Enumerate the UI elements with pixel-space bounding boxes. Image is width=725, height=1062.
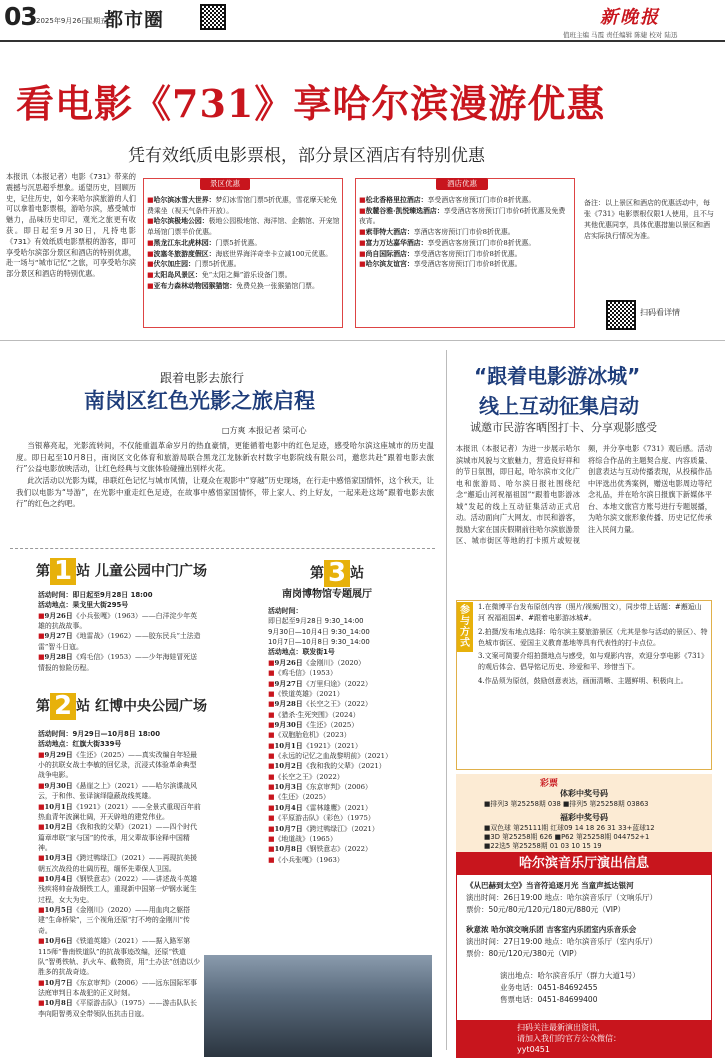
column-divider [446,350,447,1050]
bullet-icon: ■ [38,611,45,620]
bullet-icon: ■ [38,875,45,884]
article1-kicker: 跟着电影去旅行 [160,371,245,385]
qr-label: 扫码看详情 [640,308,680,317]
film-desc: 《万里归途》（2022） [302,679,372,688]
film-date: 9月30日 [274,720,303,729]
film-desc: 《金刚川》（2020） [302,658,366,667]
film-date: 10月1日 [274,741,303,750]
film-entry [268,813,434,823]
bullet-icon: ■ [147,196,154,204]
editors-line: 值班主编 马霞 责任编辑 陈婕 校对 陆迅 [563,31,678,39]
film-date: 9月26日 [44,611,73,620]
issue-date: 2025年9月26日 [36,17,89,25]
stop2-films [38,750,202,1019]
stop3-number: 3 [324,560,350,587]
hotels-item [359,238,571,249]
film-entry [268,689,434,699]
bullet-icon: ■ [38,937,45,946]
film-desc: 《长空之王》（2022） [274,772,344,781]
film-entry [38,652,202,673]
scenic-item-name: 哈尔滨冰雪大世界： [153,196,216,204]
participation-items [478,602,708,687]
stop2-time: 活动时间：9月29日—10月8日 18:00 [38,730,161,738]
film-desc: 《生还》（2025）——真实改编自年轻最小的抗联女战士李敏的回忆录，沉浸式体验革命典型战争电影。 [38,750,198,780]
bullet-icon: ■ [359,260,366,269]
concert-details [466,880,708,1006]
bullet-icon: ■ [268,731,275,740]
concert-venue: 演出地点：哈尔滨音乐厅（群力大道1号） [500,971,640,980]
article1-paragraph: 此次活动以光影为媒，串联红色记忆与城市风情，让观众在观影中“穿越”历史现场，在行走中感悟家国情怀，这个秋天，让我们以电影为“导游”，在光影中重走红色足迹，在故事中感悟家国情怀，带上家人、约上好友，一起来赴这场“跟着电影去旅行”的红色之约吧。 [16,475,434,509]
bullet-icon: ■ [268,720,275,729]
concert-phone2: 售票电话：0451-84699400 [500,995,598,1004]
film-entry [38,822,202,853]
bullet-icon: ■ [268,710,275,719]
film-desc: 《钢铁意志》（2022）——讲述战斗英雄残疾将帅奋战钢铁工人，重现新中国第一炉钢水诞生过程，女大为史。 [38,875,198,904]
bullet-icon: ■ [38,653,45,662]
film-desc: 《小兵张嘎》（1963） [274,855,344,864]
film-date: 9月27日 [44,632,73,641]
film-desc: 《雷林雄鹰》（2021） [302,803,372,812]
film-entry [268,792,434,802]
scenic-item-name: 太阳岛风景区： [153,270,202,279]
hotels-item-desc: 享受酒店客房预订门市价8折优惠。 [413,249,522,258]
film-desc: 《鸡毛信》（1953）——少年海娃冒死送情报的惊险历程。 [38,653,198,672]
film-date: 10月5日 [44,906,73,915]
bullet-icon: ■ [268,689,275,698]
stop1-films [38,611,202,673]
scenic-item-name: 黑龙江东北虎林园： [153,238,216,247]
article1-title: 南岗区红色光影之旅启程 [84,389,315,413]
film-desc: 《东京审判》（2006）——远东国际军事法庭审判日本战犯的正义时刻。 [38,978,198,997]
film-desc: 《1921》（2021） [302,741,362,750]
bullet-icon: ■ [38,906,45,915]
film-entry [38,998,202,1019]
film-entry [38,781,202,802]
bullet-icon: ■ [38,823,45,832]
film-entry [268,699,434,709]
movie-still-image [204,955,432,1057]
hotels-item-desc: 享受酒店客房预订门市价6折优惠及免费夜宵。 [359,206,566,226]
film-date: 10月4日 [274,803,303,812]
concert-foot-line3: yyt0451 [517,1044,550,1054]
film-desc: 《猎杀·生死突围》（2024） [274,710,360,719]
film-entry [268,751,434,761]
scenic-item-desc: 门票5折优惠。 [194,260,241,269]
film-entry [38,978,202,999]
article1-paragraph: 当银幕亮起，光影流转间，不仅能重温革命岁月的热血豪情，更能循着电影中的红色足迹，感受哈尔滨这座城市的历史温度。即日起至10月8日，南岗区文化体育和旅游局联合黑龙江龙脉新农村数字电影院线有限公司，邀您共赴“跟着电影去旅行”公益电影放映活动，让红色经典与文旅体验碰撞出别样火花。 [16,441,434,474]
film-entry [268,772,434,782]
film-date: 10月7日 [274,824,303,833]
hotels-item-name: 哈尔滨友谊宫： [365,260,414,269]
stop2-name: 红博中央公园广场 [94,698,207,715]
film-desc: 《跨过鸭绿江》（2021）——再现抗美援朝五次战役的壮阔历程，缅怀先辈保人卫国。 [38,854,198,873]
film-date: 9月28日 [274,700,303,709]
lottery-sports-logo: 彩票 [540,779,559,789]
bullet-icon: ■ [268,762,275,771]
film-date: 9月29日 [44,750,73,759]
article2-body: 本报讯（本报记者）为进一步展示哈尔滨城市风貌与文旅魅力，营造良好祥和的节日氛围，即日起，哈尔滨市文化广电和旅游局、哈尔滨日报社围绕纪念“邂逅山河祝福祖国”“跟着电影游冰城”发起的线上互动征集活动正式启动。活动面向广大网友、市民和游客，鼓励大家在国庆假期前往哈尔滨旅游景区、城市街区等地的打卡照片或短视频，并分享电影《731》观后感。活动将综合作品的主题契合度、内容质量、创意表达与互动传播表现，从投稿作品中评选出优秀案例，赠送电影周边等纪念礼品，并在哈尔滨日报旗下新媒体平台、本地文旅官方账号进行专题展播，为哈尔滨文旅形象传播、历史记忆传承注入民间力量。 [456,444,712,546]
bullet-icon: ■ [359,206,366,215]
film-desc: 《双胞胎危机》（2023） [274,731,351,740]
lottery-sports-line: ■排列3 第25258期 038 ■排列5 第25258期 03863 [484,800,649,808]
header-rule [0,40,725,42]
lottery-welfare-line3: ■22选5 第25258期 01 03 10 15 19 [484,842,602,850]
film-desc: 《东京审判》（2006） [302,783,372,792]
film-desc: 《我和我的父辈》（2021）——四个时代篇章串联“家与国”的传承，用父辈故事诠释中国精神。 [38,823,198,852]
bullet-icon: ■ [38,750,45,759]
stop3-place: 活动地点：联发街1号 [268,648,335,657]
film-entry [268,668,434,678]
scenic-item-name: 波塞冬旅游度假区： [153,249,216,258]
scenic-item-desc: 免“太阳之舞”游乐设备门票。 [201,270,292,279]
main-headline: 看电影《731》享哈尔滨漫游优惠 [16,81,606,126]
lottery-sports-title: 体彩中奖号码 [560,789,608,798]
film-date: 10月2日 [274,762,303,771]
stop3-heading: 第 3 站 [310,558,365,588]
stop2-place: 活动地点：红旗大街339号 [38,740,122,749]
stop3-time-label: 活动时间： [268,607,303,615]
scenic-list [147,195,340,291]
film-entry [38,611,202,632]
bullet-icon: ■ [268,752,275,761]
bullet-icon: ■ [38,781,45,790]
show2-price: 票价：80元/120元/380元（VIP） [466,949,582,958]
detail-qr-code[interactable] [606,300,636,330]
lottery-welfare-line2: ■3D 第25258期 626 ■P62 第25258期 044752+1 [484,833,650,841]
concert-header: 哈尔滨音乐厅演出信息 [457,853,711,875]
participation-item: 2.拍摄/发布地点选择：哈尔滨主要旅游景区（尤其是参与活动的景区）、特色城市街区、爱国主义教育基地等具有代表性的打卡点位。 [478,627,708,647]
stop1-heading: 第 1 站 儿童公园中门广场 [36,556,207,586]
show1-time: 演出时间：26日19:00 地点：哈尔滨音乐厅（文响乐厅） [466,893,658,902]
film-entry [268,761,434,771]
hotel-list [359,195,571,270]
scenic-item-name: 伏尔加庄园： [153,260,195,269]
film-entry [268,834,434,844]
scenic-item-name: 亚布力森林动物园猴猫馆： [153,281,237,290]
bullet-icon: ■ [38,978,45,987]
hotel-tag: 酒店优惠 [436,178,488,190]
scenic-item [147,216,340,237]
bullet-icon: ■ [359,249,366,258]
bullet-icon: ■ [268,669,275,678]
show1-title: 《从巴赫到太空》当音符追逐月光 当童声抵达银河 [466,881,634,890]
film-entry [268,844,434,854]
film-entry [268,824,434,834]
bullet-icon: ■ [38,802,45,811]
bullet-icon: ■ [268,783,275,792]
hotels-item [359,227,571,238]
bullet-icon: ■ [38,632,45,641]
scenic-item-desc: 免费兑换一张猴猫馆门票。 [236,281,319,290]
hotels-item-desc: 享受酒店客房预订门市价8折优惠。 [427,196,536,204]
film-desc: 《生还》（2025） [302,720,359,729]
bullet-icon: ■ [268,834,275,843]
scenic-item-name: 哈尔滨极地公园： [153,217,209,226]
bullet-icon: ■ [38,999,45,1008]
bullet-icon: ■ [147,270,154,279]
bullet-icon: ■ [147,238,154,247]
film-entry [268,679,434,689]
hotels-item [359,249,571,260]
film-date: 10月4日 [44,875,73,884]
stop3-time-3: 10月7日—10月8日 9:30_14:00 [268,638,370,647]
bullet-icon: ■ [359,228,366,237]
bullet-icon: ■ [38,854,45,863]
film-desc: 《钢铁意志》（2022） [302,845,372,854]
bullet-icon: ■ [268,741,275,750]
bullet-icon: ■ [268,824,275,833]
hotels-item-desc: 享酒店客房预订门市价8折优惠。 [413,228,515,237]
film-desc: 《地道战》（1965） [274,834,337,843]
section-divider [0,340,725,341]
film-date: 9月26日 [274,658,303,667]
bullet-icon: ■ [268,814,275,823]
bullet-icon: ■ [268,700,275,709]
concert-foot-line2: 请加入我们的官方公众微信： [517,1033,621,1043]
article1-body [16,440,434,510]
film-date: 10月3日 [44,854,73,863]
bullet-icon: ■ [268,658,275,667]
stop1-place: 活动地点：果戈里大街295号 [38,601,129,610]
film-date: 10月1日 [44,802,73,811]
hotels-item-desc: 享受酒店客房预订门市价8折优惠。 [413,260,522,269]
scenic-item [147,281,340,292]
article1-divider [10,548,435,549]
header-qr-code[interactable] [200,4,226,30]
film-entry [38,936,202,977]
film-desc: 《铁道英雄》（2021）——据入路军第115师“鲁南铁道队”的抗战事迹改编，还原“铁道队”智勇铁轨、扒火车、截物资，用“土办法”创造以少胜多的抗战奇迹。 [38,937,201,977]
hotels-item [359,206,571,227]
stop1-number: 1 [50,558,76,585]
film-date: 9月28日 [44,653,73,662]
show1-price: 票价：50元/80元/120元/180元/880元（VIP） [466,905,626,914]
scenic-tag: 景区优惠 [200,178,250,190]
scenic-item-desc: 海底世界海洋奇幸卡立减100元优惠。 [215,249,333,258]
film-desc: 《金刚川》（2020）——用血肉之躯搭建“生命桥梁”，三个视角还原“打不垮的金刚川”传奇。 [38,906,191,935]
scenic-item [147,249,340,260]
hotels-item [359,195,571,206]
bullet-icon: ■ [147,217,154,226]
scenic-item [147,238,340,249]
stop1-details [38,590,202,673]
film-desc: 《长空之王》（2022） [302,700,372,709]
article1-byline: □方爽 本报记者 梁可心 [222,426,307,435]
film-entry [38,905,202,936]
stop2-details [38,729,202,1019]
film-entry [38,750,202,781]
bullet-icon: ■ [268,679,275,688]
film-entry [268,741,434,751]
film-date: 9月30日 [44,781,73,790]
stop3-time-1: 即日起至9月28日 9:30_14:00 [268,617,364,626]
scenic-item [147,195,340,216]
film-date: 10月8日 [274,845,303,854]
participation-item: 4.作品须为原创，鼓励创意表达，画面清晰、主题鲜明、积极向上。 [478,677,688,686]
participation-item: 1.在微博平台发布原创内容（照片/视频/图文），同步带上话题：#邂逅山河 祝福祖国#、#跟着电影游冰城#。 [478,603,702,622]
participation-label: 参与方式 [457,602,473,652]
film-entry [268,855,434,865]
stop2-number: 2 [50,693,76,720]
show2-time: 演出时间：27日19:00 地点：哈尔滨音乐厅（室内乐厅） [466,937,658,946]
hotels-item-name: 松北香格里拉酒店： [365,196,428,204]
scenic-item-desc: 门票5折优惠。 [215,238,262,247]
stop3-time-2: 9月30日—10月4日 9:30_14:00 [268,627,370,636]
film-date: 10月3日 [274,783,303,792]
stop1-name: 儿童公园中门广场 [94,563,207,580]
intro-paragraph: 本报讯（本报记者）电影《731》带来的震撼与沉思超乎想象。遥望历史，回顾历史，记住历史，如今来哈尔滨旅游的人们可以拿着电影票根，游哈尔滨，感受城市魅力，品味历史印记，观光之旅更有收获。即日起至9月30日，凡持电影《731》有效纸质电影票根的游客，即可享受哈尔滨部分景区和酒店的特别优惠，赴一场与“城市记忆”之旅，可享受哈尔滨部分景区和酒店的特别优惠。 [6,172,136,279]
film-desc: 《鸡毛信》（1953） [274,669,337,678]
film-date: 9月27日 [274,679,303,688]
bullet-icon: ■ [147,281,154,290]
film-date: 10月2日 [44,823,73,832]
concert-foot-line1: 扫码关注最新演出资讯， [517,1023,605,1032]
show2-title: 秋意浓 哈尔滨交响乐团 吉客室内乐团室内乐音乐会 [466,925,637,934]
bullet-icon: ■ [268,803,275,812]
stop3-name: 南岗博物馆专题展厅 [282,589,372,600]
note-text: 备注：以上景区和酒店的优惠活动中，每张《731》电影票根仅限1人使用，且不与其他优惠同享，具体优惠措施以景区和酒店实际执行情况为准。 [584,199,714,240]
bullet-icon: ■ [268,793,275,802]
bullet-icon: ■ [359,196,366,204]
article2-title-line1: “跟着电影游冰城” [474,364,641,388]
main-subheadline: 凭有效纸质电影票根，部分景区酒店有特别优惠 [128,146,485,166]
film-desc: 《1921》（2021）——全景式重现百年前热血青年波澜壮阔，开天辟地的建党伟业。 [38,802,201,821]
film-entry [268,658,434,668]
film-entry [268,710,434,720]
hotels-item-name: 索菲特大酒店： [365,228,414,237]
film-desc: 《铁道英雄》（2021） [274,689,344,698]
hotels-item [359,259,571,270]
stop2-heading: 第 2 站 红博中央公园广场 [36,691,207,721]
film-entry [268,803,434,813]
film-desc: 《平原游击队》（彩色）（1975） [274,814,375,823]
scenic-item-desc: 梦幻冰雪馆门票5折优惠，雪花摩天轮免费乘坐（视天气条件开放）。 [147,196,338,215]
film-desc: 《我和我的父辈》（2021） [302,762,386,771]
film-desc: 《地雷战》（1962）——胶东民兵“土法造雷”智斗日寇。 [38,632,201,651]
bullet-icon: ■ [147,260,154,269]
lottery-welfare-line1: ■双色球 第25111期 红球09 14 18 26 31 33+蓝球12 [484,824,655,832]
stop1-time: 活动时间：即日起至9月28日 18:00 [38,591,153,599]
bullet-icon: ■ [147,249,154,258]
film-entry [38,853,202,874]
scenic-item [147,259,340,270]
article2-subtitle: 诚邀市民游客晒图打卡、分享观影感受 [470,421,657,434]
film-date: 10月7日 [44,978,73,987]
stop3-details [268,606,434,865]
participation-item: 3.文案可简要介绍拍摄地点与感受，如与观影内容，欢迎分享电影《731》的观后体会、倡导铭记历史、珍爱和平、珍惜当下。 [478,652,705,672]
issue-weekday: 星期五 [86,17,107,25]
bullet-icon: ■ [268,772,275,781]
film-desc: 《小兵张嘎》（1963）——白洋淀少年英雄的抗战故事。 [38,611,198,631]
lottery-welfare-title: 福彩中奖号码 [560,813,608,822]
page-number: 03 [4,2,37,31]
film-entry [38,802,202,823]
bullet-icon: ■ [268,845,275,854]
film-date: 10月6日 [44,937,73,946]
hotels-item-name: 敖麓谷雅·凯悦臻选酒店： [365,206,444,215]
hotels-item-name: 富力万达嘉华酒店： [365,238,428,247]
hotels-item-name: 尚自国际酒店： [365,249,414,258]
concert-phone1: 业务电话：0451-84692455 [500,983,598,992]
film-desc: 《生还》（2025） [274,793,330,802]
film-entry [38,631,202,652]
bullet-icon: ■ [268,855,275,864]
newspaper-logo: 新晚报 [600,7,660,28]
film-entry [268,720,434,730]
stop3-films [268,658,434,865]
scenic-item-desc: 极地公园极地馆、海洋馆、企鹅馆、开宠馆单场馆门票半价优惠。 [147,217,340,237]
bullet-icon: ■ [359,238,366,247]
article2-title-line2: 线上互动征集启动 [479,394,639,418]
film-entry [268,730,434,740]
scenic-item [147,270,340,281]
film-desc: 《跨过鸭绿江》（2021） [302,824,379,833]
film-entry [268,782,434,792]
film-desc: 《平原游击队》（1975）——游击队队长李向阳智勇双全带领队伍抗击日寇。 [38,999,198,1018]
hotels-item-desc: 享受酒店客房预订门市价8折优惠。 [427,238,536,247]
film-date: 10月8日 [44,999,73,1008]
film-entry [38,874,202,905]
section-name: 都市圈 [104,9,165,31]
film-desc: 《永远的记忆之血战黎明前》（2021） [274,752,392,761]
film-desc: 《悬崖之上》（2021）——哈尔滨谍战风云，于和伟、张译演绎隐蔽战线英雄。 [38,781,198,801]
concert-footer [457,1020,711,1057]
